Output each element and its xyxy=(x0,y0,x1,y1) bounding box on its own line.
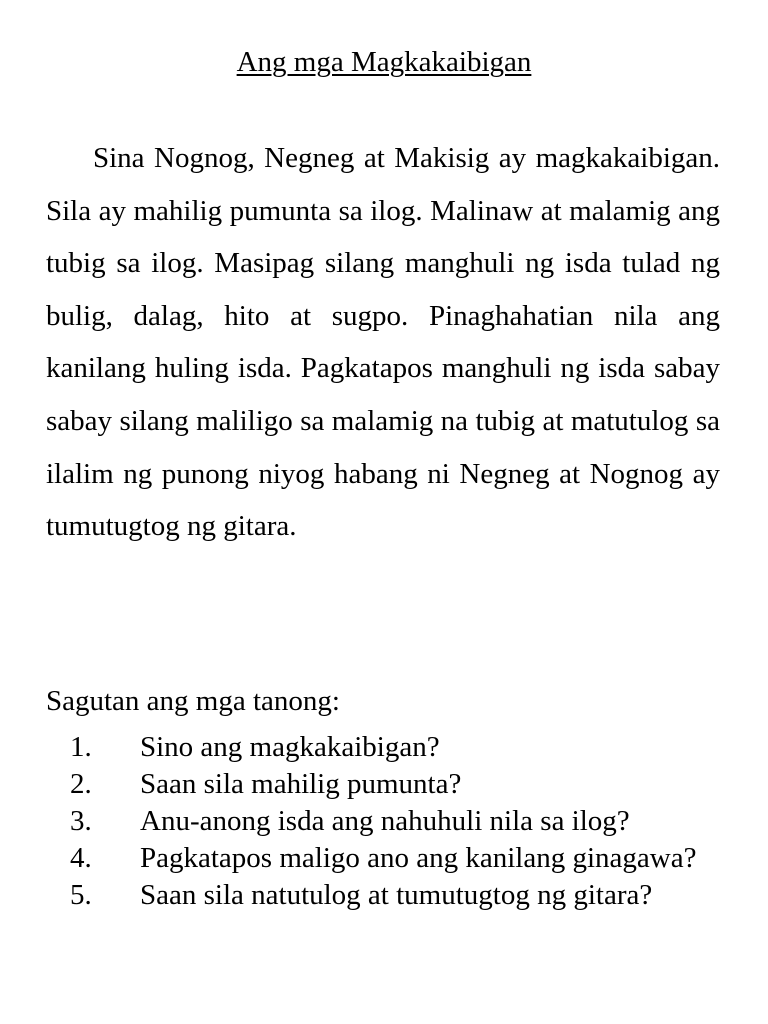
question-text: Saan sila mahilig pumunta? xyxy=(140,768,462,800)
question-item xyxy=(46,766,726,803)
story-paragraph: Sina Nognog, Negneg at Makisig ay magkakaibigan. Sila ay mahilig pumunta sa ilog. Malinaw at malamig ang tubig sa ilog. Masipag silang manghuli ng isda tulad ng bulig, dalag, hito at sugpo. Pinaghahatian nila ang kanilang huling isda. Pagkatapos manghuli ng isda sabay sabay silang maliligo sa malamig na tubig at matutulog sa ilalim ng punong niyog habang ni Negneg at Nognog ay tumutugtog ng gitara. xyxy=(46,142,720,543)
question-number: 1. xyxy=(70,731,92,763)
question-item xyxy=(46,840,726,877)
question-text: Saan sila natutulog at tumutugtog ng gitara? xyxy=(140,879,653,911)
question-item xyxy=(46,729,726,766)
question-text: Sino ang magkakaibigan? xyxy=(140,731,440,763)
question-text: Pagkatapos maligo ano ang kanilang ginagawa? xyxy=(140,842,697,874)
question-item xyxy=(46,877,726,914)
questions-heading: Sagutan ang mga tanong: xyxy=(46,685,340,717)
question-item xyxy=(46,803,726,840)
question-number: 4. xyxy=(70,842,92,874)
question-number: 2. xyxy=(70,768,92,800)
question-number: 5. xyxy=(70,879,92,911)
question-text: Anu-anong isda ang nahuhuli nila sa ilog? xyxy=(140,805,630,837)
document-title: Ang mga Magkakaibigan xyxy=(236,46,532,78)
question-number: 3. xyxy=(70,805,92,837)
questions-list xyxy=(46,729,726,914)
